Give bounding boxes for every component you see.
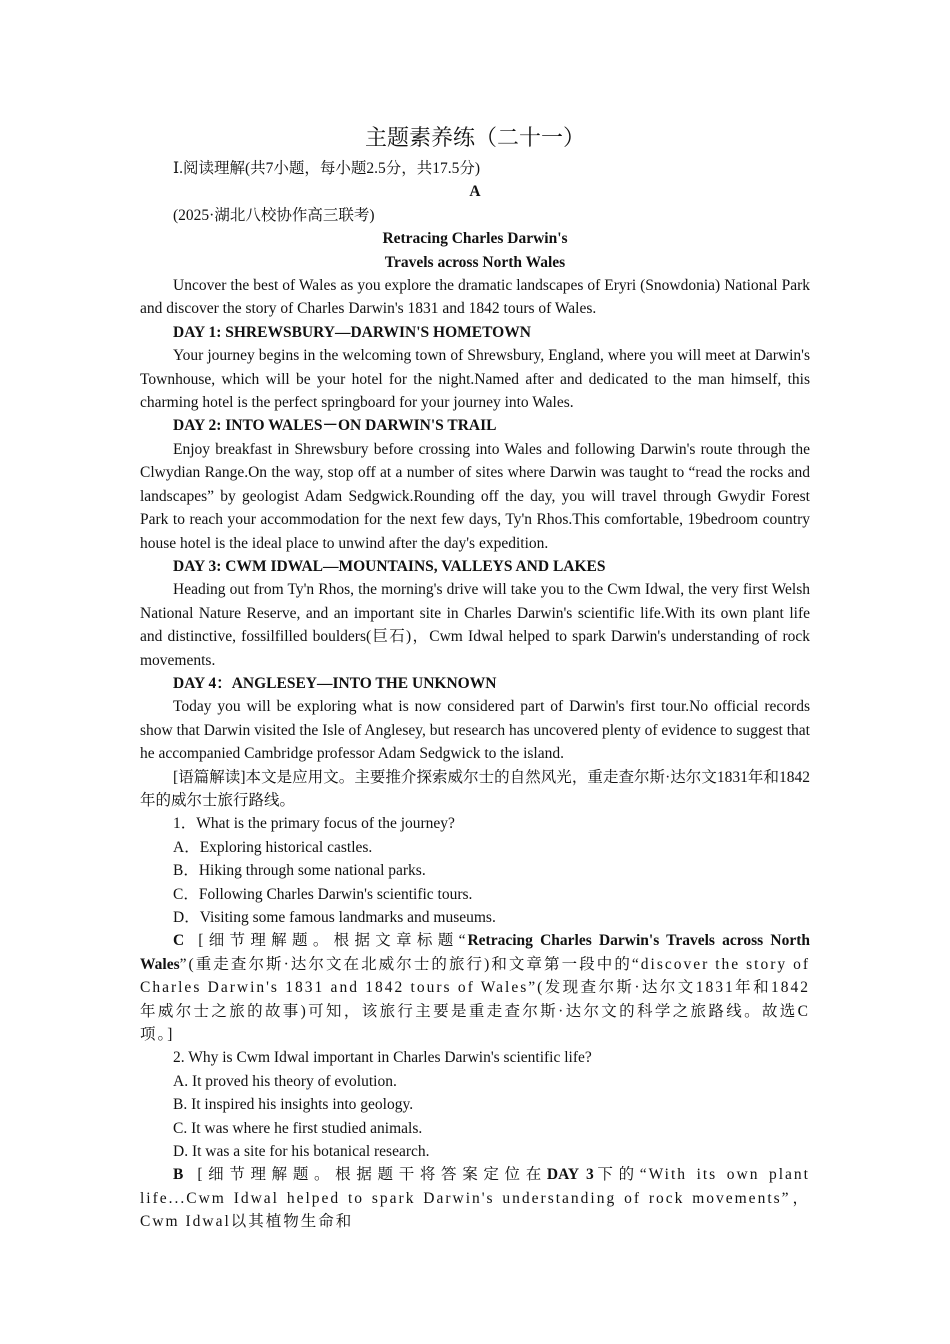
answer-option: C. It was where he first studied animals.	[173, 1119, 423, 1137]
question-stem: 1．What is the primary focus of the journey?	[173, 815, 455, 833]
passage-analysis	[140, 766, 810, 813]
explanation-text: ”(重走查尔斯·达尔文在北威尔士的旅行)和文章第一段中的“discover the story of Charles Darwin's 1831 and 1842 tours of Wales”(发现查尔斯·达尔文1831年和1842年威尔士之旅的故事)可知，该旅行主要是重走查尔斯·达尔文的科学之旅路线。故选C项。]	[140, 955, 810, 1044]
answer-explanation	[140, 929, 810, 1046]
explanation-text: [细节理解题。根据文章标题“	[198, 932, 468, 950]
explanation-text: 下的“With its own plant life...Cwm Idwal helped to spark Darwin's understanding of rock movements”，Cwm Idwal以其植物生命和	[140, 1166, 810, 1231]
source-note: (2025·湖北八校协作高三联考)	[173, 206, 375, 224]
answer-explanation	[140, 1163, 810, 1233]
day-heading: DAY 2: INTO WALES－ON DARWIN'S TRAIL	[173, 417, 497, 435]
section-heading: Ⅰ.阅读理解(共7小题，每小题2.5分，共17.5分)	[173, 160, 481, 177]
explanation-quote: Retracing Charles Darwin's Travels across North Wales	[140, 932, 810, 973]
explanation-quote: DAY 3	[546, 1166, 594, 1184]
passage-title-line2: Travels across North Wales	[384, 253, 566, 271]
answer-option: A. It proved his theory of evolution.	[173, 1072, 397, 1090]
answer-option: B．Hiking through some national parks.	[173, 862, 426, 880]
answer-letter: B	[173, 1166, 184, 1184]
page-title: 主题素养练（二十一）	[364, 126, 585, 151]
day-text: Today you will be exploring what is now considered part of Darwin's first tour.No official records show that Darwin visited the Isle of Anglesey, but research has uncovered plenty of evidence to suggest that he accompanied Cambridge professor Adam Sedgwick to the island.	[140, 698, 810, 763]
day-heading: DAY 1: SHREWSBURY—DARWIN'S HOMETOWN	[173, 323, 531, 341]
passage-intro: Uncover the best of Wales as you explore the dramatic landscapes of Eryri (Snowdonia) National Park and discover the story of Charles Darwin's 1831 and 1842 tours of Wales.	[140, 277, 810, 318]
document-page	[140, 122, 810, 1234]
analysis-text: 本文是应用文。主要推介探索威尔士的自然风光，重走查尔斯·达尔文1831年和1842年的威尔士旅行路线。	[140, 768, 810, 809]
answer-option: D．Visiting some famous landmarks and museums.	[173, 909, 496, 926]
day-text: Enjoy breakfast in Shrewsbury before crossing into Wales and following Darwin's route through the Clwydian Range.On the way, stop off at a number of sites where Darwin was taught to “read the rocks and landscapes” by geologist Adam Sedgwick.Rounding off the day, you will travel through Gwydir Forest Park to reach your accommodation for the next few days, Ty'n Rhos.This comfortable, 19bedroom country house hotel is the ideal place to unwind after the day's expedition.	[140, 440, 810, 552]
answer-option: D. It was a site for his botanical research.	[173, 1143, 430, 1161]
day-text: Your journey begins in the welcoming town of Shrewsbury, England, where you will meet at Darwin's Townhouse, which will be your hotel for the night.Named after and dedicated to the man himself, this charming hotel is the perfect springboard for your journey into Wales.	[140, 347, 810, 412]
day-heading: DAY 4：ANGLESEY—INTO THE UNKNOWN	[173, 674, 497, 692]
analysis-label: [语篇解读]	[173, 768, 246, 786]
part-label: A	[469, 183, 481, 201]
passage-title-line1: Retracing Charles Darwin's	[382, 230, 568, 248]
day-text: Heading out from Ty'n Rhos, the morning's drive will take you to the Cwm Idwal, the very first Welsh National Nature Reserve, and an important site in Charles Darwin's scientific life.With its own plant life and distinctive, fossilfilled boulders(巨石)，Cwm Idwal helped to spark Darwin's understanding of rock movements.	[140, 581, 810, 669]
answer-option: C．Following Charles Darwin's scientific tours.	[173, 885, 473, 903]
answer-option: A．Exploring historical castles.	[173, 838, 373, 856]
explanation-text: [细节理解题。根据题干将答案定位在	[197, 1166, 547, 1184]
day-heading: DAY 3: CWM IDWAL—MOUNTAINS, VALLEYS AND LAKES	[173, 557, 606, 575]
answer-letter: C	[173, 932, 185, 950]
question-stem: 2. Why is Cwm Idwal important in Charles Darwin's scientific life?	[173, 1049, 592, 1067]
answer-option: B. It inspired his insights into geology.	[173, 1096, 414, 1114]
